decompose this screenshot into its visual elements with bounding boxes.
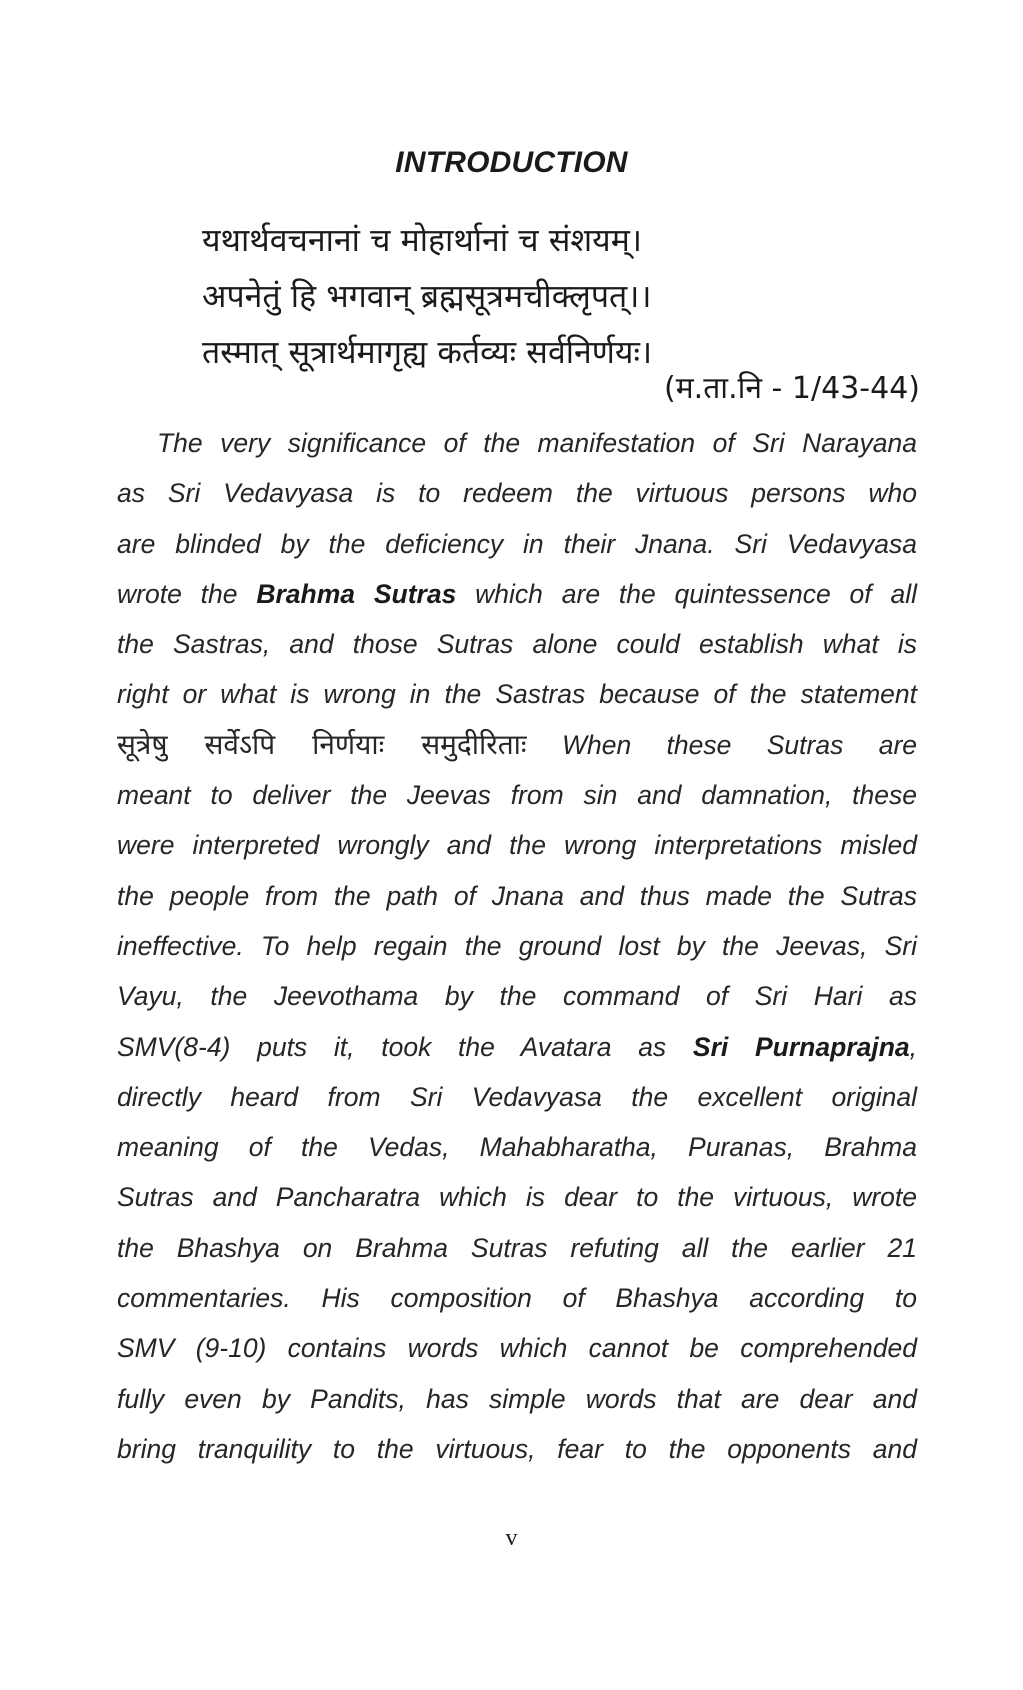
purnaprajna-phrase [693,1032,917,1062]
sanskrit-verse [202,212,942,380]
body-line-12: Vayu, the Jeevothama by the command of Sri Hari as [117,981,917,1012]
body-line-13-pre: SMV(8-4) puts it, took the Avatara as [117,1031,667,1062]
body-line-1: The very significance of the manifestation of Sri Narayana [157,428,917,458]
body-line-13 [117,1022,917,1072]
verse-line-1: यथार्थवचनानां च मोहार्थानां च संशयम्। [202,221,642,259]
body-line-4 [117,569,917,619]
body-line-14: directly heard from Sri Vedavyasa the excellent original [117,1081,917,1112]
body-line-7-post: When these Sutras are [561,729,918,760]
body-line-20: fully even by Pandits, has simple words that are dear and [117,1383,917,1414]
body-line-3: are blinded by the deficiency in their Jnana. Sri Vedavyasa [117,528,917,559]
body-line-8: meant to deliver the Jeevas from sin and damnation, these [117,780,917,811]
body-line-5: the Sastras, and those Sutras alone could establish what is [117,629,917,660]
page-number: v [505,1525,518,1551]
verse-line-3: तस्मात् सूत्रार्थमागृह्य कर्तव्यः सर्वनिर्णयः। [202,333,653,371]
body-line-13-post: , [909,1031,917,1062]
body-line-19: SMV (9-10) contains words which cannot be comprehended [117,1333,917,1364]
body-line-16: Sutras and Pancharatra which is dear to the virtuous, wrote [117,1182,917,1213]
body-line-10: the people from the path of Jnana and thus made the Sutras [117,880,917,911]
body-line-2: as Sri Vedavyasa is to redeem the virtuous persons who [117,478,917,509]
body-paragraph [117,418,917,1474]
sanskrit-quote: सूत्रेषु सर्वेऽपि निर्णयाः समुदीरिताः [117,727,527,761]
body-line-15: meaning of the Vedas, Mahabharatha, Puranas, Brahma [117,1132,917,1163]
verse-reference: (म.ता.नि - 1/43-44) [664,371,920,406]
body-line-6: right or what is wrong in the Sastras because of the statement [117,679,917,710]
body-line-21: bring tranquility to the virtuous, fear to the opponents and [117,1433,917,1464]
body-line-11: ineffective. To help regain the ground lost by the Jeevas, Sri [117,930,917,961]
body-line-18: commentaries. His composition of Bhashya according to [117,1283,917,1314]
page-heading: INTRODUCTION [395,146,628,179]
body-line-4-post: which are the quintessence of all [475,578,918,609]
body-line-9: were interpreted wrongly and the wrong interpretations misled [117,830,917,861]
body-line-7 [117,720,917,770]
purnaprajna-bold: Sri Purnaprajna [692,1031,910,1062]
body-line-17: the Bhashya on Brahma Sutras refuting all the earlier 21 [117,1232,917,1263]
verse-line-2: अपनेतुं हि भगवान् ब्रह्मसूत्रमचीक्लृपत्।। [202,277,652,315]
body-line-4-pre: wrote the [117,578,238,609]
brahma-sutras-bold: Brahma Sutras [256,578,457,609]
